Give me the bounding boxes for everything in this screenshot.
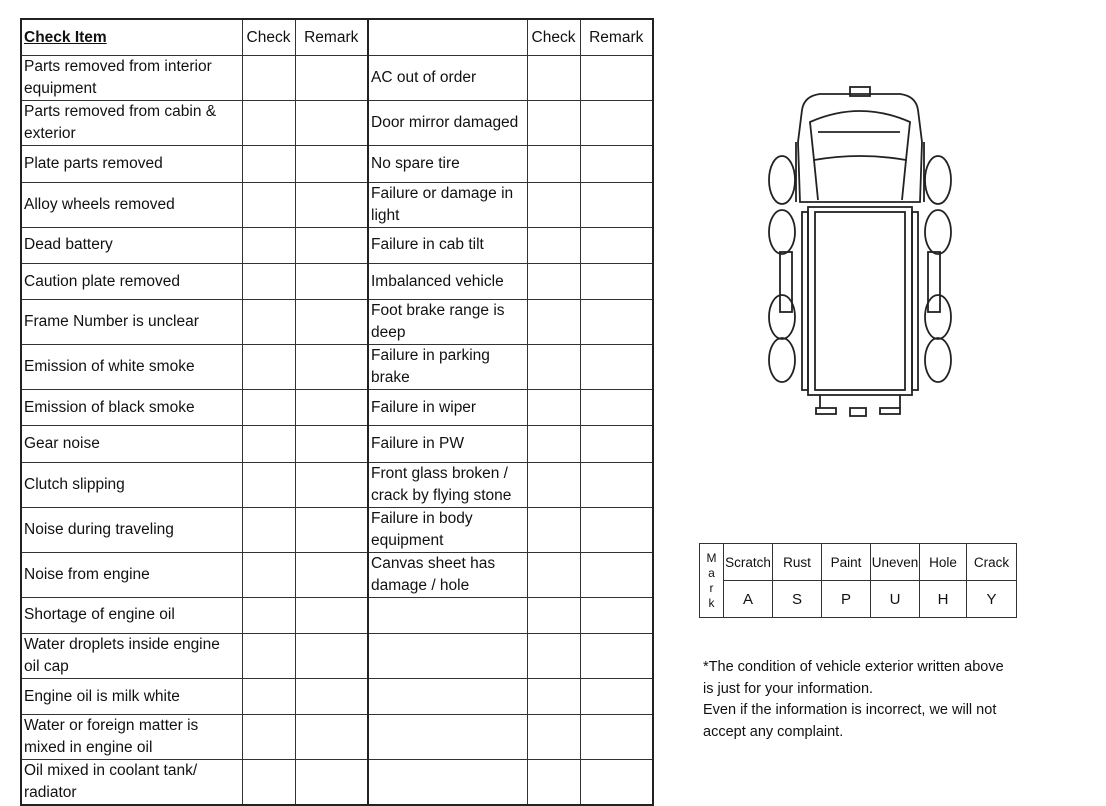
remark-cell-left[interactable]: [295, 101, 368, 146]
check-box-right[interactable]: [527, 56, 580, 101]
vehicle-rear-light: [880, 408, 900, 414]
check-item-left: Engine oil is milk white: [21, 679, 242, 715]
mark-code-uneven: U: [871, 581, 920, 618]
vehicle-wheel: [925, 295, 951, 339]
remark-cell-left[interactable]: [295, 552, 368, 597]
check-box-right[interactable]: [527, 597, 580, 633]
remark-cell-right[interactable]: [580, 227, 653, 263]
check-item-right: Failure in parking brake: [368, 345, 527, 390]
vehicle-body-outline: [808, 207, 912, 395]
check-box-right[interactable]: [527, 300, 580, 345]
check-box-left[interactable]: [242, 634, 295, 679]
check-header: Check: [242, 19, 295, 56]
remark-cell-right[interactable]: [580, 263, 653, 299]
vehicle-wheel: [769, 338, 795, 382]
check-item-right: Failure or damage in light: [368, 182, 527, 227]
remark-cell-right[interactable]: [580, 552, 653, 597]
remark-cell-right[interactable]: [580, 101, 653, 146]
check-item-right: [368, 715, 527, 760]
check-box-left[interactable]: [242, 101, 295, 146]
mark-type-rust: Rust: [773, 544, 822, 581]
vehicle-rear-light: [816, 408, 836, 414]
check-box-left[interactable]: [242, 679, 295, 715]
check-item-right: No spare tire: [368, 146, 527, 182]
remark-cell-left[interactable]: [295, 390, 368, 426]
disclaimer-line: is just for your information.: [703, 680, 874, 697]
check-item-left: Dead battery: [21, 227, 242, 263]
check-item-right: [368, 597, 527, 633]
check-box-right[interactable]: [527, 263, 580, 299]
vehicle-wheel: [925, 156, 951, 204]
remark-cell-right[interactable]: [580, 390, 653, 426]
vehicle-rear-light: [850, 408, 866, 416]
check-box-right[interactable]: [527, 715, 580, 760]
mark-type-hole: Hole: [920, 544, 967, 581]
check-item-left: Emission of black smoke: [21, 390, 242, 426]
remark-cell-right[interactable]: [580, 146, 653, 182]
remark-cell-left[interactable]: [295, 760, 368, 806]
check-box-right[interactable]: [527, 552, 580, 597]
check-item-right: Imbalanced vehicle: [368, 263, 527, 299]
remark-cell-right[interactable]: [580, 182, 653, 227]
check-item-right: Foot brake range is deep: [368, 300, 527, 345]
check-item-header: Check Item: [21, 19, 242, 56]
check-box-right[interactable]: [527, 390, 580, 426]
check-box-right[interactable]: [527, 507, 580, 552]
check-item-right: Door mirror damaged: [368, 101, 527, 146]
remark-cell-right[interactable]: [580, 597, 653, 633]
checklist-row: [21, 634, 653, 679]
mark-code-paint: P: [822, 581, 871, 618]
mark-type-scratch: Scratch: [724, 544, 773, 581]
check-item-left: Oil mixed in coolant tank/ radiator: [21, 760, 242, 806]
check-item-left: Alloy wheels removed: [21, 182, 242, 227]
check-box-left[interactable]: [242, 507, 295, 552]
disclaimer-line: *The condition of vehicle exterior written above: [703, 659, 1004, 675]
checklist-row: [21, 679, 653, 715]
remark-cell-left[interactable]: [295, 345, 368, 390]
mark-code-scratch: A: [724, 581, 773, 618]
remark-cell-right[interactable]: [580, 679, 653, 715]
checklist-row: [21, 760, 653, 806]
check-box-left[interactable]: [242, 390, 295, 426]
vehicle-wheel: [925, 338, 951, 382]
check-item-right: Failure in wiper: [368, 390, 527, 426]
vehicle-top-view-diagram: [760, 82, 960, 422]
checklist-row: [21, 182, 653, 227]
remark-header: Remark: [295, 19, 368, 56]
remark-cell-left[interactable]: [295, 227, 368, 263]
check-item-right: Failure in body equipment: [368, 507, 527, 552]
check-box-left[interactable]: [242, 760, 295, 806]
check-item-left: Gear noise: [21, 426, 242, 462]
inspection-checklist-table: [20, 18, 654, 806]
checklist-row: [21, 390, 653, 426]
remark-cell-right[interactable]: [580, 56, 653, 101]
vehicle-wheel: [769, 295, 795, 339]
check-box-left[interactable]: [242, 300, 295, 345]
remark-cell-right[interactable]: [580, 634, 653, 679]
remark-cell-left[interactable]: [295, 426, 368, 462]
check-item-right: Failure in cab tilt: [368, 227, 527, 263]
check-box-right[interactable]: [527, 679, 580, 715]
checklist-row: [21, 507, 653, 552]
check-item-left: Water droplets inside engine oil cap: [21, 634, 242, 679]
vehicle-windshield: [810, 111, 910, 160]
remark-cell-left[interactable]: [295, 56, 368, 101]
mark-code-crack: Y: [967, 581, 1017, 618]
check-item-left: Water or foreign matter is mixed in engine oil: [21, 715, 242, 760]
mark-code-hole: H: [920, 581, 967, 618]
check-box-right[interactable]: [527, 182, 580, 227]
remark-cell-right[interactable]: [580, 507, 653, 552]
check-box-right[interactable]: [527, 634, 580, 679]
checklist-row: [21, 300, 653, 345]
mark-side-label: M a r k: [700, 544, 724, 618]
check-box-left[interactable]: [242, 715, 295, 760]
check-item-right: [368, 634, 527, 679]
check-item-right: AC out of order: [368, 56, 527, 101]
check-box-left[interactable]: [242, 227, 295, 263]
checklist-row: [21, 56, 653, 101]
check-item-left: Noise during traveling: [21, 507, 242, 552]
checklist-row: [21, 426, 653, 462]
check-item-left: Noise from engine: [21, 552, 242, 597]
damage-mark-legend-table: [699, 543, 1017, 618]
check-item-left: Emission of white smoke: [21, 345, 242, 390]
check-box-left[interactable]: [242, 182, 295, 227]
remark-cell-left[interactable]: [295, 462, 368, 507]
remark-cell-left[interactable]: [295, 715, 368, 760]
check-item-right: [368, 760, 527, 806]
check-box-right[interactable]: [527, 101, 580, 146]
check-box-right[interactable]: [527, 426, 580, 462]
remark-cell-right[interactable]: [580, 462, 653, 507]
check-item-left: Plate parts removed: [21, 146, 242, 182]
check-box-right[interactable]: [527, 146, 580, 182]
check-item-left: Shortage of engine oil: [21, 597, 242, 633]
check-item-left: Parts removed from cabin & exterior: [21, 101, 242, 146]
check-box-right[interactable]: [527, 462, 580, 507]
checklist-row: [21, 227, 653, 263]
check-box-left[interactable]: [242, 552, 295, 597]
check-box-left[interactable]: [242, 345, 295, 390]
check-box-left[interactable]: [242, 426, 295, 462]
remark-cell-left[interactable]: [295, 507, 368, 552]
remark-cell-left[interactable]: [295, 263, 368, 299]
check-box-left[interactable]: [242, 462, 295, 507]
mark-type-uneven: Uneven: [871, 544, 920, 581]
remark-cell-left[interactable]: [295, 634, 368, 679]
mark-type-paint: Paint: [822, 544, 871, 581]
remark-cell-right[interactable]: [580, 760, 653, 806]
check-item-left: Frame Number is unclear: [21, 300, 242, 345]
checklist-row: [21, 146, 653, 182]
check-box-right[interactable]: [527, 227, 580, 263]
remark-cell-left[interactable]: [295, 679, 368, 715]
checklist-row: [21, 715, 653, 760]
check-item-left: Parts removed from interior equipment: [21, 56, 242, 101]
remark-cell-right[interactable]: [580, 300, 653, 345]
remark-cell-left[interactable]: [295, 146, 368, 182]
check-box-right[interactable]: [527, 345, 580, 390]
checklist-header-row: [21, 19, 653, 56]
check-item-right: Failure in PW: [368, 426, 527, 462]
vehicle-wheel: [769, 156, 795, 204]
remark-header-right: Remark: [580, 19, 653, 56]
mark-type-crack: Crack: [967, 544, 1017, 581]
check-box-left[interactable]: [242, 263, 295, 299]
disclaimer-line: Even if the information is incorrect, we will not: [703, 702, 997, 718]
check-item-left: Caution plate removed: [21, 263, 242, 299]
mark-code-rust: S: [773, 581, 822, 618]
disclaimer-line: accept any complaint.: [703, 723, 844, 740]
checklist-row: [21, 552, 653, 597]
exterior-condition-disclaimer: [703, 657, 1103, 743]
check-item-left: Clutch slipping: [21, 462, 242, 507]
checklist-row: [21, 101, 653, 146]
check-item-right: Front glass broken / crack by flying stone: [368, 462, 527, 507]
vehicle-wheel: [925, 210, 951, 254]
remark-cell-right[interactable]: [580, 715, 653, 760]
checklist-row: [21, 597, 653, 633]
checklist-row: [21, 263, 653, 299]
remark-cell-left[interactable]: [295, 300, 368, 345]
checklist-row: [21, 462, 653, 507]
check-item-right: Canvas sheet has damage / hole: [368, 552, 527, 597]
check-box-right[interactable]: [527, 760, 580, 806]
check-item-right: [368, 679, 527, 715]
check-box-left[interactable]: [242, 56, 295, 101]
vehicle-wheel: [769, 210, 795, 254]
checklist-row: [21, 345, 653, 390]
remark-cell-right[interactable]: [580, 345, 653, 390]
remark-cell-left[interactable]: [295, 182, 368, 227]
check-item-header-right: [368, 19, 527, 56]
check-box-left[interactable]: [242, 597, 295, 633]
remark-cell-right[interactable]: [580, 426, 653, 462]
check-box-left[interactable]: [242, 146, 295, 182]
check-header-right: Check: [527, 19, 580, 56]
remark-cell-left[interactable]: [295, 597, 368, 633]
